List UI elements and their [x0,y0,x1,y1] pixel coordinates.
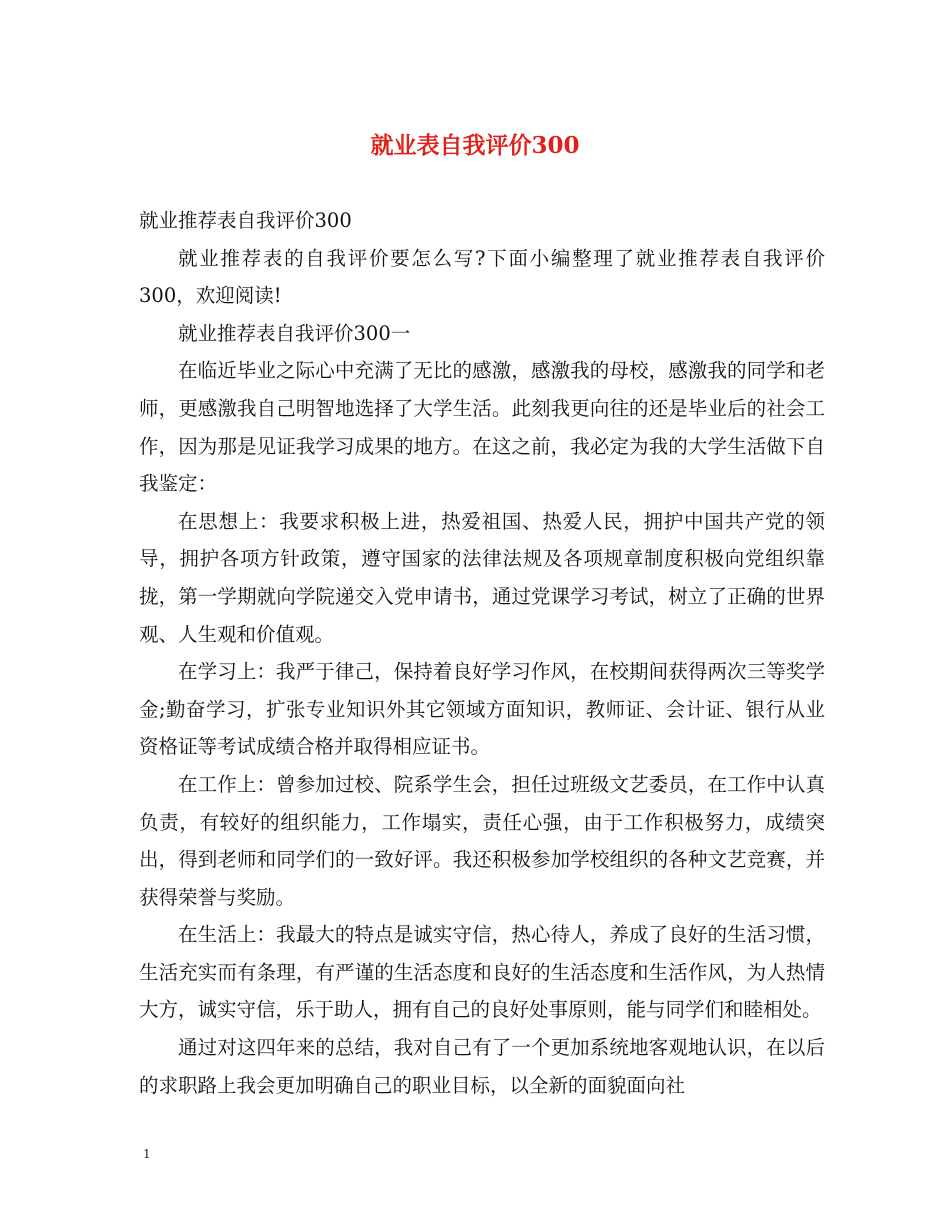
paragraph-thought: 在思想上：我要求积极上进，热爱祖国、热爱人民，拥护中国共产党的领导，拥护各项方针政策，遵守国家的法律法规及各项规章制度积极向党组织靠拢，第一学期就向学院递交入党申请书，通过党课学习考试，树立了正确的世界观、人生观和价值观。 [139,509,825,646]
paragraph-heading: 就业推荐表自我评价300 [139,209,352,232]
page-number: 1 [143,1147,151,1161]
paragraph-work: 在工作上：曾参加过校、院系学生会，担任过班级文艺委员，在工作中认真负责，有较好的组织能力，工作塌实，责任心强，由于工作积极努力，成绩突出，得到老师和同学们的一致好评。我还积极参加学校组织的各种文艺竞赛，并获得荣誉与奖励。 [139,772,825,909]
paragraph-study: 在学习上：我严于律己，保持着良好学习作风，在校期间获得两次三等奖学金;勤奋学习，扩张专业知识外其它领域方面知识，教师证、会计证、银行从业资格证等考试成绩合格并取得相应证书。 [139,660,825,759]
paragraph-subheading: 就业推荐表自我评价300一 [178,321,411,345]
paragraph-life: 在生活上：我最大的特点是诚实守信，热心待人，养成了良好的生活习惯，生活充实而有条理，有严谨的生活态度和良好的生活态度和生活作风，为人热情大方，诚实守信，乐于助人，拥有自己的良好处事原则，能与同学们和睦相处。 [139,923,825,1022]
paragraph-summary: 通过对这四年来的总结，我对自己有了一个更加系统地客观地认识，在以后的求职路上我会更加明确自己的职业目标，以全新的面貌面向社 [139,1036,825,1097]
document-title: 就业表自我评价300 [370,132,580,159]
paragraph-intro: 就业推荐表的自我评价要怎么写?下面小编整理了就业推荐表自我评价300，欢迎阅读! [139,246,825,308]
document-body [139,202,825,1104]
paragraph-opening: 在临近毕业之际心中充满了无比的感激，感激我的母校，感激我的同学和老师，更感激我自己明智地选择了大学生活。此刻我更向往的还是毕业后的社会工作，因为那是见证我学习成果的地方。在这之前，我必定为我的大学生活做下自我鉴定： [139,359,825,496]
